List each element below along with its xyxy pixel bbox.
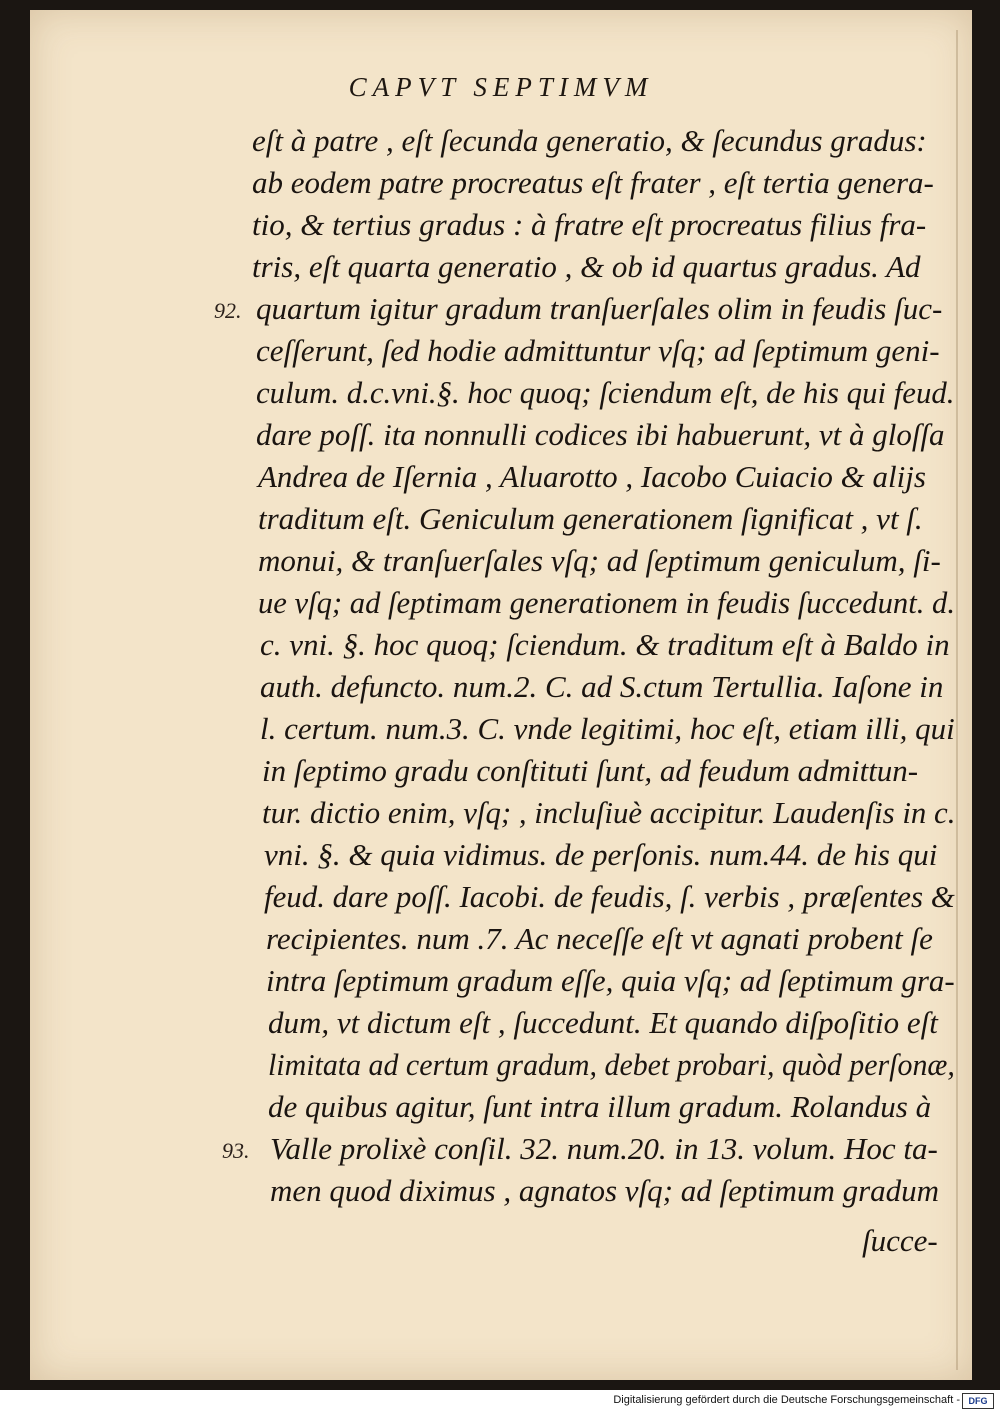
- text-line: ab eodem patre procreatus eſt frater , eſt tertia genera-: [252, 165, 934, 200]
- text-line: de quibus agitur, ſunt intra illum gradum. Rolandus à: [268, 1089, 932, 1124]
- footer-bar: [0, 1390, 1000, 1412]
- text-line: quartum igitur gradum tranſuerſales olim in feudis ſuc-: [256, 291, 943, 326]
- text-line: eſt à patre , eſt ſecunda generatio, & ſecundus gradus:: [252, 123, 927, 158]
- text-line: Valle prolixè conſil. 32. num.20. in 13. volum. Hoc ta-: [270, 1131, 938, 1166]
- text-line: in ſeptimo gradu conſtituti ſunt, ad feudum admittun-: [262, 753, 919, 788]
- catchword: ſucce-: [862, 1223, 938, 1258]
- book-page: [30, 10, 972, 1380]
- text-line: intra ſeptimum gradum eſſe, quia vſq; ad ſeptimum gra-: [266, 963, 955, 998]
- text-line: traditum eſt. Geniculum generationem ſignificat , vt ſ.: [258, 501, 923, 536]
- text-line: c. vni. §. hoc quoq; ſciendum. & traditum eſt à Baldo in: [260, 627, 950, 662]
- dfg-logo: DFG: [962, 1393, 994, 1409]
- funding-notice: Digitalisierung gefördert durch die Deutsche Forschungsgemeinschaft -: [613, 1394, 960, 1406]
- margin-number: 92.: [214, 298, 242, 323]
- text-line: l. certum. num.3. C. vnde legitimi, hoc eſt, etiam illi, qui: [260, 711, 955, 746]
- text-line: culum. d.c.vni.§. hoc quoq; ſciendum eſt, de his qui feud.: [256, 375, 955, 410]
- text-line: ue vſq; ad ſeptimam generationem in feudis ſuccedunt. d.: [258, 585, 955, 620]
- page-edge: [956, 30, 958, 1370]
- text-line: feud. dare poſſ. Iacobi. de feudis, ſ. verbis , præſentes &: [264, 879, 955, 914]
- text-line: monui, & tranſuerſales vſq; ad ſeptimum geniculum, ſi-: [258, 543, 941, 578]
- text-line: auth. defuncto. num.2. C. ad S.ctum Tertullia. Iaſone in: [260, 669, 944, 704]
- text-line: dum, vt dictum eſt , ſuccedunt. Et quando diſpoſitio eſt: [268, 1005, 938, 1040]
- text-line: dare poſſ. ita nonnulli codices ibi habuerunt, vt à gloſſa: [256, 417, 945, 452]
- text-line: ceſſerunt, ſed hodie admittuntur vſq; ad ſeptimum geni-: [256, 333, 940, 368]
- text-line: men quod diximus , agnatos vſq; ad ſeptimum gradum: [270, 1173, 940, 1208]
- text-line: tio, & tertius gradus : à fratre eſt procreatus filius fra-: [252, 207, 927, 242]
- text-line: tur. dictio enim, vſq; , incluſiuè accipitur. Laudenſis in c.: [262, 795, 956, 830]
- text-line: recipientes. num .7. Ac neceſſe eſt vt agnati probent ſe: [266, 921, 933, 956]
- text-line: vni. §. & quia vidimus. de perſonis. num.44. de his qui: [264, 837, 938, 872]
- text-line: limitata ad certum gradum, debet probari, quòd perſonæ,: [268, 1047, 955, 1082]
- running-head: CAPVT SEPTIMVM: [348, 72, 654, 102]
- text-line: Andrea de Iſernia , Aluarotto , Iacobo Cuiacio & alijs: [258, 459, 926, 494]
- text-line: tris, eſt quarta generatio , & ob id quartus gradus. Ad: [252, 249, 921, 284]
- margin-number: 93.: [222, 1138, 250, 1163]
